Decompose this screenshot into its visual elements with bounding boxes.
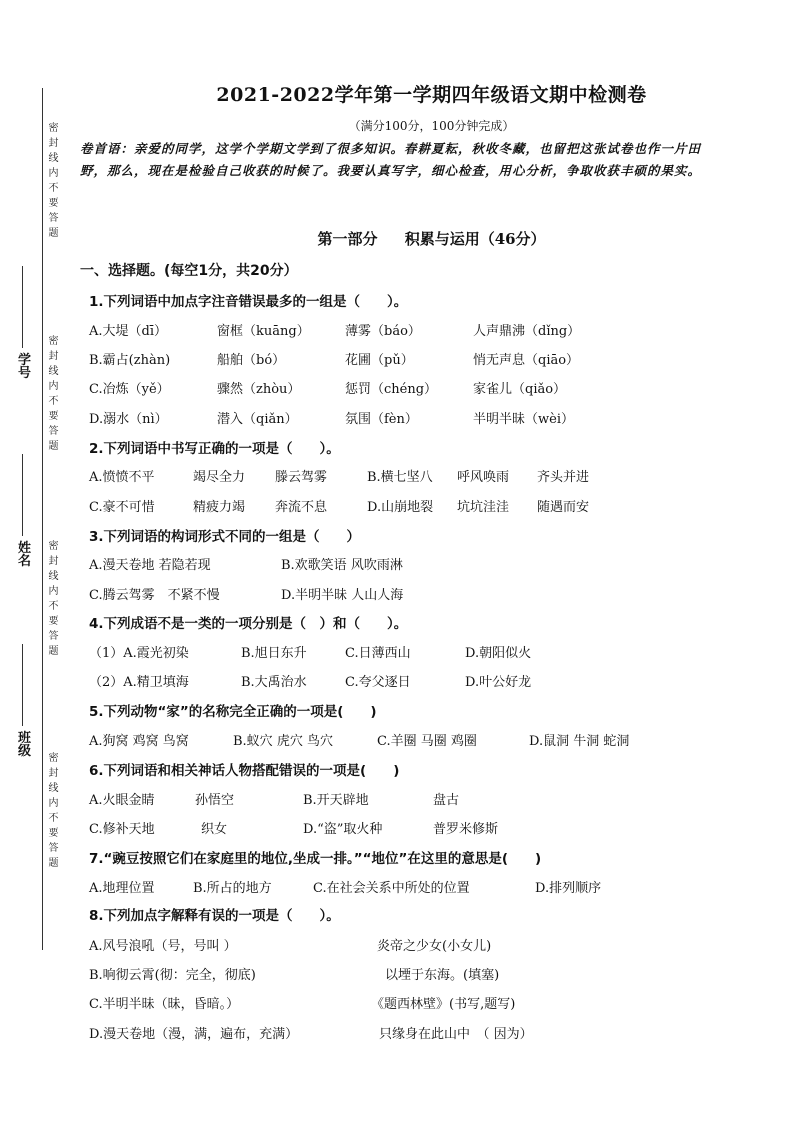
option: D.溺水（nì）: [89, 412, 168, 427]
option: 竭尽全力: [193, 470, 246, 485]
option: B.蚁穴 虎穴 鸟穴: [233, 734, 333, 749]
option: 孙悟空: [195, 793, 235, 808]
question-4: 4.下列成语不是一类的一项分别是（ ）和（ ）。: [89, 616, 408, 632]
seal-text: 密封线内不要答题: [46, 122, 57, 242]
exam-header: [70, 80, 793, 134]
option: D.漫天卷地（漫，满，遍布，充满）: [89, 1027, 299, 1042]
seal-text: 密封线内不要答题: [46, 335, 57, 455]
option: D.半明半昧 人山人海: [281, 588, 404, 603]
option: 《题西林壁》(书写,题写): [371, 997, 516, 1012]
option: 奔流不息: [275, 500, 328, 515]
option: C.冶炼（yě）: [89, 382, 170, 397]
part-heading: [70, 228, 793, 249]
option: 盘古: [433, 793, 460, 808]
question-5: 5.下列动物“家”的名称完全正确的一项是( ): [89, 704, 377, 720]
class-field[interactable]: [10, 640, 32, 757]
exam-subtitle: （满分100分，100分钟完成）: [348, 119, 515, 133]
part-label: 第一部分: [317, 230, 378, 248]
option: 人声鼎沸（dǐng）: [473, 324, 581, 339]
option: B.开天辟地: [303, 793, 369, 808]
option: B.横七坚八: [367, 470, 433, 485]
question-1: 1.下列词语中加点字注音错误最多的一组是（ ）。: [89, 294, 408, 310]
option: 骤然（zhòu）: [217, 382, 301, 397]
option: C.日薄西山: [345, 646, 411, 661]
option: 船舶（bó）: [217, 353, 286, 368]
option: A.风号浪吼（号，号叫 ）: [89, 939, 237, 954]
option: 潜入（qiǎn）: [217, 412, 298, 427]
option: （1）A.霞光初染: [89, 646, 189, 661]
option: C.修补天地: [89, 822, 155, 837]
question-7: 7.“豌豆按照它们在家庭里的地位,坐成一排。”“地位”在这里的意思是( ): [89, 851, 542, 867]
option: 以堙于东海。(填塞): [385, 968, 500, 983]
option: C.羊圈 马圈 鸡圈: [377, 734, 477, 749]
student-id-field[interactable]: [10, 262, 32, 379]
option: 薄雾（báo）: [345, 324, 421, 339]
option: 悄无声息（qiāo）: [473, 353, 580, 368]
seal-text: 密封线内不要答题: [46, 752, 57, 872]
option: A.地理位置: [89, 881, 155, 896]
option: D.“盗”取火种: [303, 822, 383, 837]
question-3: 3.下列词语的构词形式不同的一组是（ ）: [89, 529, 361, 545]
field-underline: [22, 454, 23, 536]
field-label: 学号: [15, 352, 30, 379]
option: D.排列顺序: [535, 881, 602, 896]
option: C.半明半昧（昧，昏暗。）: [89, 997, 240, 1012]
option: A.漫天卷地 若隐若现: [89, 558, 211, 573]
option: 齐头并进: [537, 470, 590, 485]
option: 滕云驾雾: [275, 470, 328, 485]
option: D.叶公好龙: [465, 675, 532, 690]
option: B.霸占(zhàn): [89, 353, 171, 368]
option: D.鼠洞 牛洞 蛇洞: [529, 734, 630, 749]
intro-paragraph: 卷首语：亲爱的同学，这学个学期文学到了很多知识。春耕夏耘，秋收冬藏，也留把这张试卷也作一片田野，那么，现在是检验自己收获的时候了。我要认真写字，细心检查，用心分析，争取收获丰硕的果实。: [80, 141, 702, 178]
option: （2）A.精卫填海: [89, 675, 189, 690]
option: B.大禹治水: [241, 675, 307, 690]
option: 窗框（kuāng）: [217, 324, 310, 339]
option: 只缘身在此山中 （ 因为）: [379, 1027, 533, 1042]
option: B.所占的地方: [193, 881, 272, 896]
option: A.愤愤不平: [89, 470, 155, 485]
part-title: 积累与运用（46分）: [404, 230, 546, 248]
field-label: 姓名: [15, 540, 30, 567]
name-field[interactable]: [10, 450, 32, 567]
section-heading: 一、选择题。(每空1分，共20分）: [80, 263, 298, 279]
option: C.夸父逐日: [345, 675, 411, 690]
option: 呼风唤雨: [457, 470, 510, 485]
option: 半明半昧（wèi）: [473, 412, 574, 427]
option: 坑坑洼洼: [457, 500, 510, 515]
option: 花圃（pǔ）: [345, 353, 414, 368]
option: 惩罚（chéng）: [345, 382, 438, 397]
option: D.朝阳似火: [465, 646, 532, 661]
binding-line: [42, 88, 43, 950]
option: A.大堤（dī）: [89, 324, 168, 339]
seal-text: 密封线内不要答题: [46, 540, 57, 660]
option: 精疲力竭: [193, 500, 246, 515]
binding-margin: [0, 0, 70, 1123]
field-underline: [22, 266, 23, 348]
option: C.豪不可惜: [89, 500, 155, 515]
option: 织女: [201, 822, 228, 837]
field-label: 班级: [15, 730, 30, 757]
option: D.山崩地裂: [367, 500, 434, 515]
option: C.在社会关系中所处的位置: [313, 881, 470, 896]
option: 随遇而安: [537, 500, 590, 515]
option: B.响彻云霄(彻：完全，彻底): [89, 968, 256, 983]
option: A.火眼金睛: [89, 793, 155, 808]
option: B.旭日东升: [241, 646, 307, 661]
option: 家雀儿（qiǎo）: [473, 382, 567, 397]
question-2: 2.下列词语中书写正确的一项是（ ）。: [89, 441, 340, 457]
field-underline: [22, 644, 23, 726]
option: 普罗米修斯: [433, 822, 499, 837]
question-8: 8.下列加点字解释有误的一项是（ ）。: [89, 908, 340, 924]
option: B.欢歌笑语 风吹雨淋: [281, 558, 403, 573]
option: C.腾云驾雾 不紧不慢: [89, 588, 220, 603]
option: 氛围（fèn）: [345, 412, 418, 427]
question-6: 6.下列词语和相关神话人物搭配错误的一项是( ): [89, 763, 400, 779]
option: A.狗窝 鸡窝 鸟窝: [89, 734, 189, 749]
exam-title: 2021-2022学年第一学期四年级语文期中检测卷: [216, 84, 647, 106]
option: 炎帝之少女(小女儿): [377, 939, 492, 954]
